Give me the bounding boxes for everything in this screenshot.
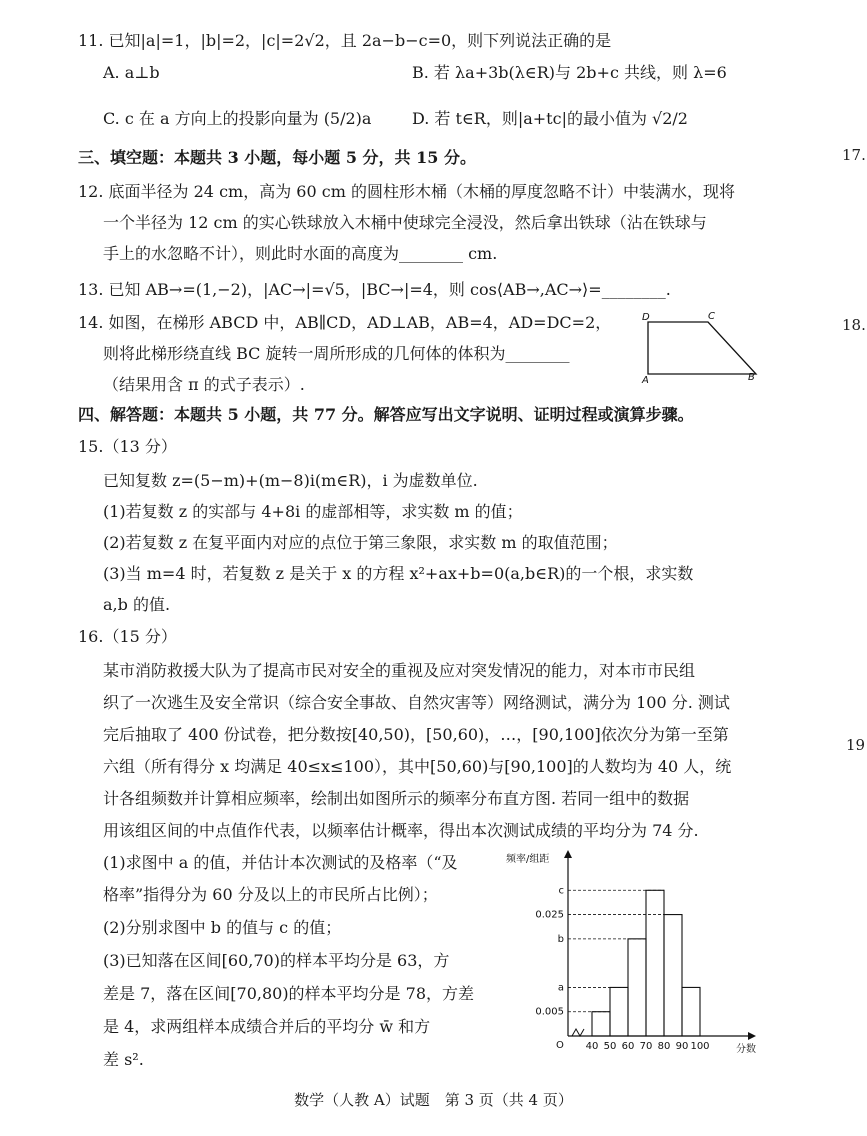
q11-option-b: B. 若 λa+3b(λ∈R)与 2b+c 共线，则 λ=6: [412, 63, 727, 82]
q16-sub-3c: 是 4，求两组样本成绩合并后的平均分 w̄ 和方: [103, 1017, 431, 1036]
histogram-bar: [628, 939, 646, 1036]
q16-heading: 16.（15 分）: [78, 627, 177, 646]
q11-option-d: D. 若 t∈R，则|a+tc|的最小值为 √2/2: [412, 109, 688, 128]
q12-line-1: 12. 底面半径为 24 cm，高为 60 cm 的圆柱形木桶（木桶的厚度忽略不计）中装满水，现将: [78, 182, 735, 201]
trapezoid-figure: [638, 308, 768, 384]
margin-mark-19: 19: [846, 736, 866, 754]
trapezoid-label-b: B: [748, 372, 755, 383]
margin-mark-18: 18.: [842, 316, 866, 334]
section-3-heading: 三、填空题：本题共 3 小题，每小题 5 分，共 15 分。: [78, 148, 476, 167]
q15-line-2: (1)若复数 z 的实部与 4+8i 的虚部相等，求实数 m 的值；: [103, 502, 523, 521]
q15-line-3: (2)若复数 z 在复平面内对应的点位于第三象限，求实数 m 的取值范围；: [103, 533, 618, 552]
histogram-x-tick-label: 40: [585, 1041, 599, 1052]
q16-line-4: 六组（所有得分 x 均满足 40≤x≤100），其中[50,60)与[90,100]的人数均为 40 人，统: [103, 757, 732, 776]
frequency-histogram: [500, 848, 775, 1058]
histogram-x-tick-label: 100: [690, 1041, 710, 1052]
histogram-x-tick-label: 90: [675, 1041, 689, 1052]
q15-line-4: (3)当 m=4 时，若复数 z 是关于 x 的方程 x²+ax+b=0(a,b∈R)的一个根，求实数: [103, 564, 694, 583]
q12-line-2: 一个半径为 12 cm 的实心铁球放入木桶中使球完全浸没，然后拿出铁球（沾在铁球与: [103, 213, 707, 232]
q16-sub-1a: (1)求图中 a 的值，并估计本次测试的及格率（“及: [103, 853, 458, 872]
q14-line-1: 14. 如图，在梯形 ABCD 中，AB∥CD，AD⊥AB，AB=4，AD=DC=2，: [78, 313, 612, 332]
histogram-bar: [682, 987, 700, 1036]
histogram-y-tick-label: c: [558, 885, 564, 897]
q14-line-3: （结果用含 π 的式子表示）.: [103, 375, 305, 394]
histogram-y-label: 频率/组距: [506, 854, 550, 865]
q13-text: 13. 已知 AB→=(1,−2)，|AC→|=√5，|BC→|=4，则 cos⟨AB→,AC→⟩=________.: [78, 280, 671, 299]
q11-stem: 11. 已知|a|=1，|b|=2，|c|=2√2，且 2a−b−c=0，则下列说法正确的是: [78, 31, 612, 50]
axis-break-mark: [572, 1029, 584, 1036]
histogram-y-tick-label: 0.005: [535, 1006, 564, 1018]
q16-sub-2: (2)分别求图中 b 的值与 c 的值；: [103, 918, 342, 937]
q16-line-3: 完后抽取了 400 份试卷，把分数按[40,50)，[50,60)，…，[90,100]依次分为第一至第: [103, 725, 729, 744]
histogram-y-tick-label: 0.025: [535, 909, 564, 921]
y-axis-arrow: [564, 850, 572, 858]
q12-line-3: 手上的水忽略不计），则此时水面的高度为________ cm.: [103, 244, 498, 263]
histogram-origin: O: [556, 1040, 564, 1051]
histogram-bar: [610, 987, 628, 1036]
histogram-x-tick-label: 60: [621, 1041, 635, 1052]
q16-sub-3a: (3)已知落在区间[60,70)的样本平均分是 63，方: [103, 951, 450, 970]
trapezoid-label-c: C: [708, 311, 715, 322]
histogram-bar: [592, 1012, 610, 1036]
trapezoid-label-d: D: [642, 312, 650, 323]
section-4-heading: 四、解答题：本题共 5 小题，共 77 分。解答应写出文字说明、证明过程或演算步骤。: [78, 405, 694, 424]
q15-line-5: a,b 的值.: [103, 595, 171, 614]
margin-mark-17: 17.: [842, 146, 866, 164]
histogram-x-tick-label: 80: [657, 1041, 671, 1052]
q16-line-5: 计各组频数并计算相应频率，绘制出如图所示的频率分布直方图. 若同一组中的数据: [103, 789, 690, 808]
q14-line-2: 则将此梯形绕直线 BC 旋转一周所形成的几何体的体积为________: [103, 344, 570, 363]
q16-line-2: 织了一次逃生及安全常识（综合安全事故、自然灾害等）网络测试，满分为 100 分. 测试: [103, 693, 730, 712]
q16-sub-3b: 差是 7，落在区间[70,80)的样本平均分是 78，方差: [103, 984, 475, 1003]
histogram-y-tick-label: a: [557, 982, 564, 994]
q11-option-c: C. c 在 a 方向上的投影向量为 (5/2)a: [103, 109, 372, 128]
histogram-bar: [664, 915, 682, 1036]
q16-sub-3d: 差 s².: [103, 1050, 144, 1069]
trapezoid-shape: [648, 322, 756, 374]
trapezoid-label-a: A: [642, 375, 649, 384]
q11-option-a: A. a⊥b: [103, 63, 160, 82]
histogram-bar: [646, 890, 664, 1036]
page-footer: 数学（人教 A）试题 第 3 页（共 4 页）: [294, 1091, 573, 1109]
q15-heading: 15.（13 分）: [78, 437, 177, 456]
q16-line-1: 某市消防救援大队为了提高市民对安全的重视及应对突发情况的能力，对本市市民组: [103, 661, 696, 680]
histogram-y-tick-label: b: [557, 933, 564, 945]
q15-line-1: 已知复数 z=(5−m)+(m−8)i(m∈R)，i 为虚数单位.: [103, 471, 478, 490]
q16-sub-1b: 格率”指得分为 60 分及以上的市民所占比例）；: [103, 885, 438, 904]
histogram-x-tick-label: 50: [603, 1041, 617, 1052]
histogram-x-label: 分数: [736, 1044, 756, 1055]
x-axis-arrow: [748, 1032, 756, 1040]
q16-line-6: 用该组区间的中点值作代表，以频率估计概率，得出本次测试成绩的平均分为 74 分.: [103, 821, 699, 840]
histogram-x-tick-label: 70: [639, 1041, 653, 1052]
